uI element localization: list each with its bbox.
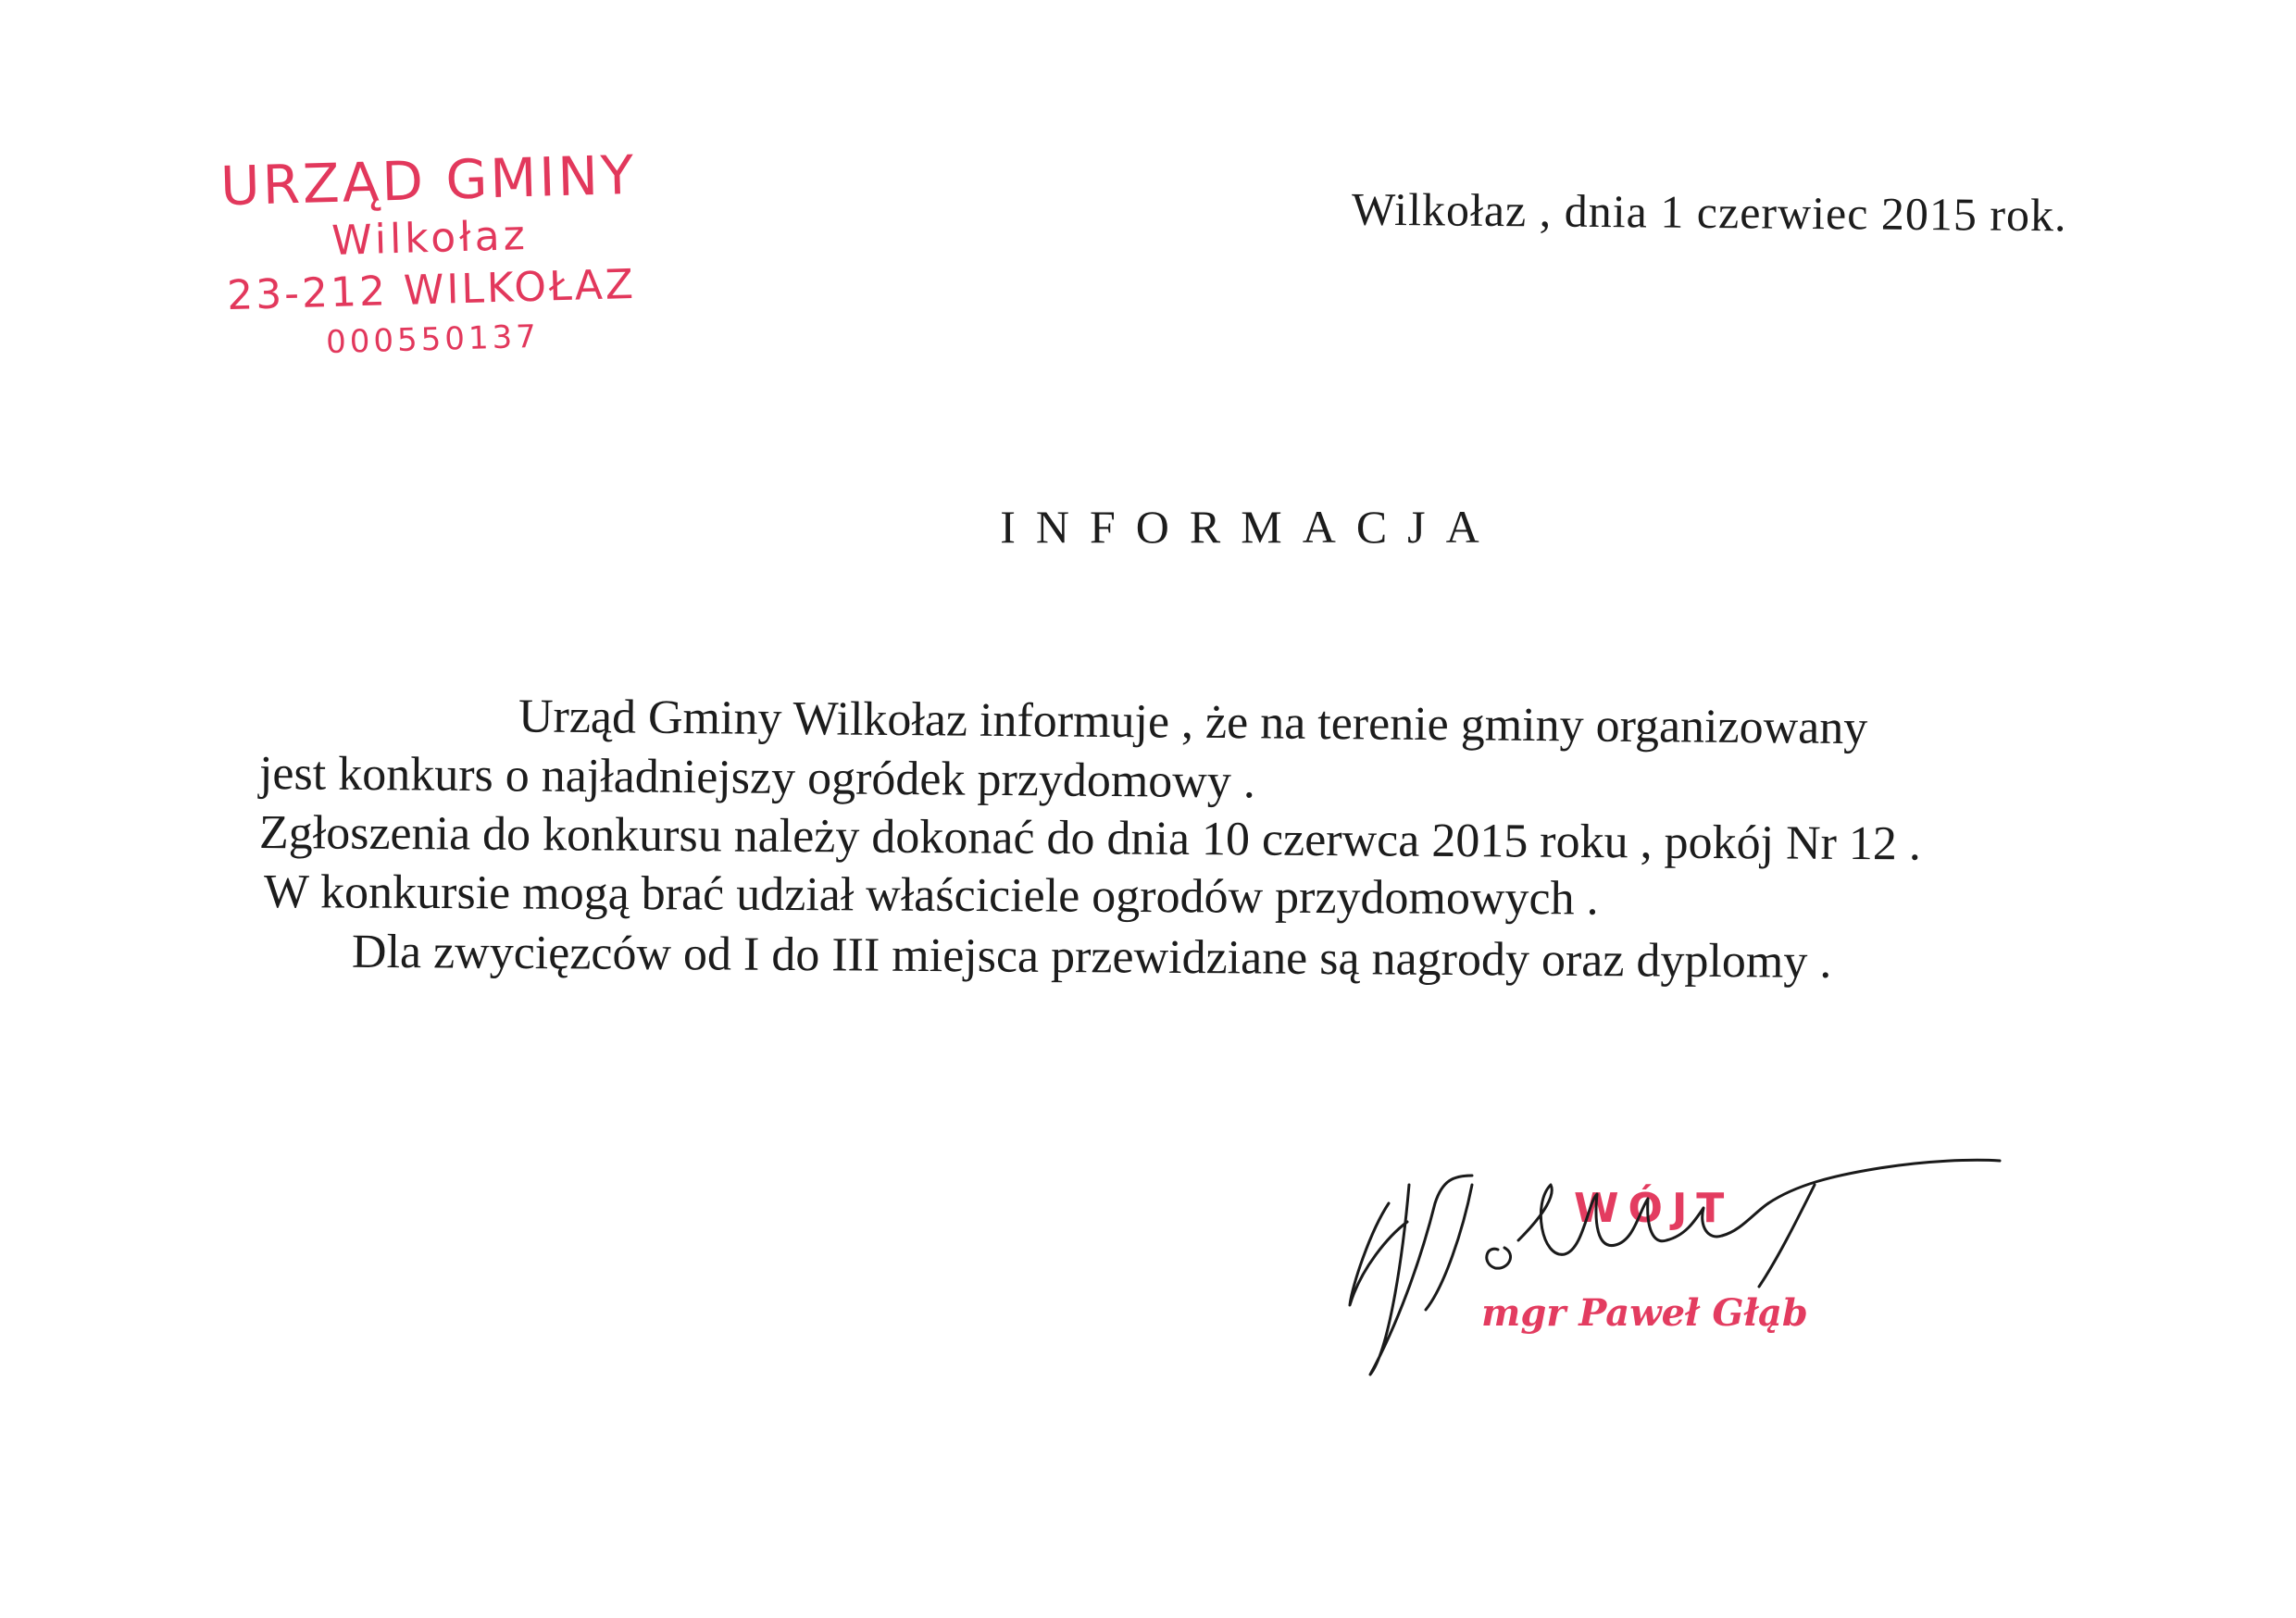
body-line-5: Dla zwycięzców od I do III miejsca przewidziane są nagrody oraz dyplomy . bbox=[351, 925, 1832, 989]
place-and-date: Wilkołaz , dnia 1 czerwiec 2015 rok. bbox=[1351, 182, 2067, 242]
signature-stamp-name: mgr Paweł Głąb bbox=[1481, 1291, 1808, 1335]
signature-stamp-title: WÓJT bbox=[1574, 1185, 1734, 1232]
signature-block bbox=[1333, 1148, 2037, 1388]
handwritten-signature bbox=[1333, 1148, 2037, 1388]
body-line-2: jest konkurs o najładniejszy ogródek przydomowy . bbox=[258, 747, 1256, 809]
stamp-office-name: URZĄD GMINY bbox=[219, 143, 638, 218]
stamp-postal-address: 23-212 WILKOŁAZ bbox=[226, 260, 637, 320]
body-line-1: Urząd Gminy Wilkołaz informuje , że na terenie gminy organizowany bbox=[518, 690, 1868, 755]
stamp-town: Wilkołaz bbox=[331, 212, 530, 265]
body-line-4: W konkursie mogą brać udział właściciele ogrodów przydomowych . bbox=[263, 865, 1599, 926]
document-title: INFORMACJA bbox=[1000, 501, 1500, 553]
stamp-id-number: 000550137 bbox=[325, 317, 541, 362]
office-stamp bbox=[178, 142, 683, 370]
body-line-3: Zgłoszenia do konkursu należy dokonać do dnia 10 czerwca 2015 roku , pokój Nr 12 . bbox=[258, 806, 1922, 871]
document-body bbox=[258, 685, 2185, 989]
